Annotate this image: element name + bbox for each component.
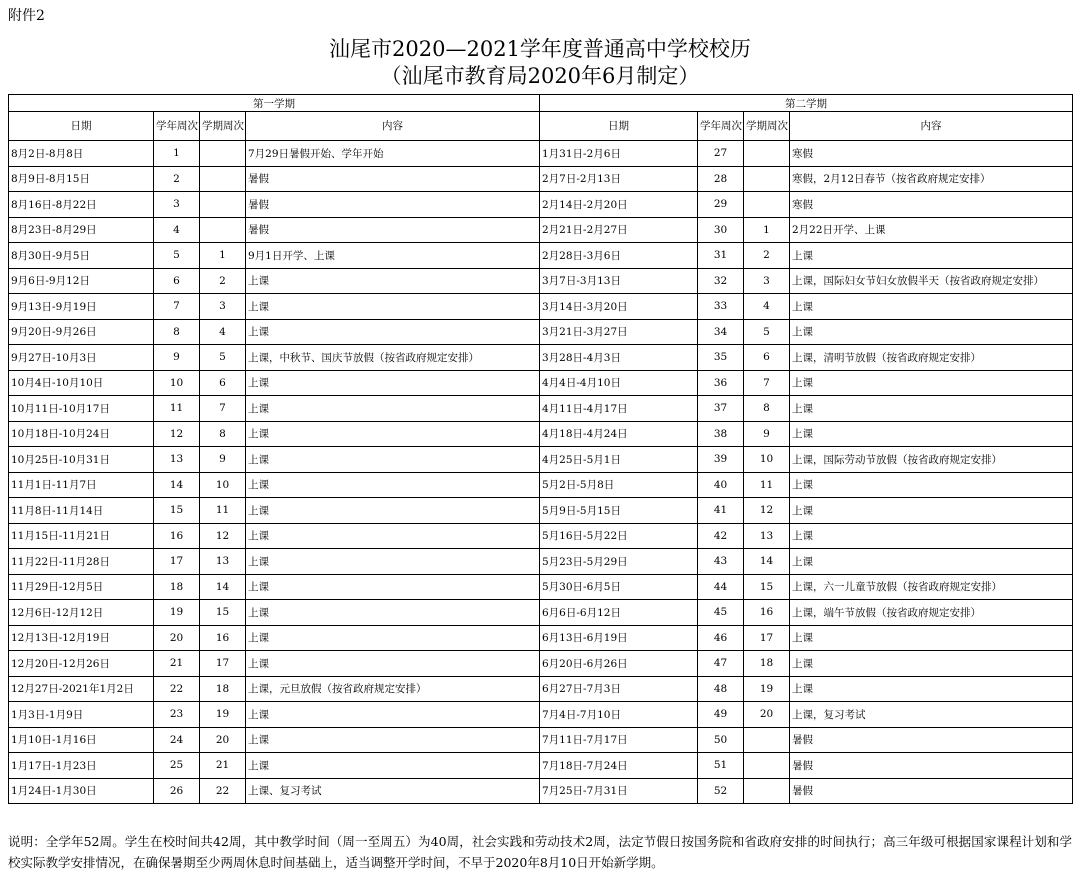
year-week-cell: 3	[154, 192, 200, 218]
year-week-cell: 51	[698, 753, 744, 779]
term-week-cell: 20	[200, 727, 246, 753]
content-cell: 上课	[790, 676, 1073, 702]
content-cell: 上课	[246, 294, 540, 320]
date-cell: 1月10日-1月16日	[9, 727, 154, 753]
content-cell: 上课	[790, 294, 1073, 320]
term-week-cell: 15	[200, 600, 246, 626]
year-week-cell: 47	[698, 651, 744, 677]
term-week-cell	[200, 141, 246, 167]
term-week-cell	[744, 753, 790, 779]
content-cell: 上课	[246, 574, 540, 600]
year-week-cell: 35	[698, 345, 744, 371]
content-cell: 暑假	[246, 192, 540, 218]
year-week-cell: 42	[698, 523, 744, 549]
year-week-cell: 34	[698, 319, 744, 345]
date-cell: 6月20日-6月26日	[540, 651, 698, 677]
content-cell: 上课	[790, 370, 1073, 396]
content-cell: 上课，元旦放假（按省政府规定安排）	[246, 676, 540, 702]
content-cell: 上课，六一儿童节放假（按省政府规定安排）	[790, 574, 1073, 600]
table-row	[9, 217, 1073, 243]
year-week-cell: 12	[154, 421, 200, 447]
content-cell: 暑假	[790, 753, 1073, 779]
year-week-cell: 8	[154, 319, 200, 345]
year-week-cell: 10	[154, 370, 200, 396]
content-cell: 上课	[790, 243, 1073, 269]
table-row	[9, 396, 1073, 422]
date-cell: 4月18日-4月24日	[540, 421, 698, 447]
term-week-cell: 21	[200, 753, 246, 779]
table-row	[9, 651, 1073, 677]
date-cell: 3月21日-3月27日	[540, 319, 698, 345]
content-cell: 9月1日开学、上课	[246, 243, 540, 269]
content-cell: 上课	[246, 549, 540, 575]
content-cell: 上课	[246, 600, 540, 626]
term-week-cell: 19	[744, 676, 790, 702]
table-row	[9, 243, 1073, 269]
year-week-cell: 16	[154, 523, 200, 549]
date-cell: 7月18日-7月24日	[540, 753, 698, 779]
content-cell: 上课	[790, 523, 1073, 549]
year-week-cell: 21	[154, 651, 200, 677]
date-cell: 10月25日-10月31日	[9, 447, 154, 473]
content-cell: 上课	[246, 472, 540, 498]
content-cell: 上课	[790, 651, 1073, 677]
year-week-cell: 43	[698, 549, 744, 575]
term-week-cell	[744, 192, 790, 218]
date-cell: 8月16日-8月22日	[9, 192, 154, 218]
term-week-cell: 6	[744, 345, 790, 371]
year-week-cell: 40	[698, 472, 744, 498]
year-week-cell: 1	[154, 141, 200, 167]
table-row	[9, 141, 1073, 167]
year-week-cell: 48	[698, 676, 744, 702]
year-week-cell: 32	[698, 268, 744, 294]
term-week-cell: 17	[744, 625, 790, 651]
table-row	[9, 523, 1073, 549]
year-week-cell: 19	[154, 600, 200, 626]
term-week-cell: 6	[200, 370, 246, 396]
date-cell: 7月4日-7月10日	[540, 702, 698, 728]
date-cell: 3月14日-3月20日	[540, 294, 698, 320]
year-week-cell: 31	[698, 243, 744, 269]
term-week-cell: 7	[744, 370, 790, 396]
date-cell: 1月17日-1月23日	[9, 753, 154, 779]
year-week-cell: 23	[154, 702, 200, 728]
year-week-cell: 30	[698, 217, 744, 243]
date-cell: 8月23日-8月29日	[9, 217, 154, 243]
date-cell: 11月15日-11月21日	[9, 523, 154, 549]
term-week-cell	[744, 141, 790, 167]
content-cell: 上课	[246, 753, 540, 779]
date-cell: 12月20日-12月26日	[9, 651, 154, 677]
date-cell: 5月2日-5月8日	[540, 472, 698, 498]
date-cell: 6月6日-6月12日	[540, 600, 698, 626]
year-week-cell: 5	[154, 243, 200, 269]
table-row	[9, 192, 1073, 218]
date-cell: 6月13日-6月19日	[540, 625, 698, 651]
term-week-cell: 15	[744, 574, 790, 600]
date-cell: 6月27日-7月3日	[540, 676, 698, 702]
term-week-cell: 9	[200, 447, 246, 473]
date-cell: 10月11日-10月17日	[9, 396, 154, 422]
year-week-cell: 28	[698, 166, 744, 192]
year-week-cell: 52	[698, 778, 744, 804]
content-cell: 上课	[790, 319, 1073, 345]
col-year-week: 学年周次	[698, 112, 744, 141]
table-row	[9, 727, 1073, 753]
year-week-cell: 13	[154, 447, 200, 473]
content-cell: 上课	[790, 498, 1073, 524]
year-week-cell: 46	[698, 625, 744, 651]
term-week-cell: 1	[744, 217, 790, 243]
date-cell: 5月23日-5月29日	[540, 549, 698, 575]
term-week-cell: 14	[200, 574, 246, 600]
term-week-cell: 10	[200, 472, 246, 498]
date-cell: 9月27日-10月3日	[9, 345, 154, 371]
content-cell: 暑假	[246, 217, 540, 243]
date-cell: 11月29日-12月5日	[9, 574, 154, 600]
attachment-label: 附件2	[8, 8, 45, 24]
content-cell: 上课，中秋节、国庆节放假（按省政府规定安排）	[246, 345, 540, 371]
content-cell: 上课	[246, 702, 540, 728]
date-cell: 10月18日-10月24日	[9, 421, 154, 447]
content-cell: 寒假	[790, 192, 1073, 218]
content-cell: 上课，国际妇女节妇女放假半天（按省政府规定安排）	[790, 268, 1073, 294]
date-cell: 7月25日-7月31日	[540, 778, 698, 804]
year-week-cell: 36	[698, 370, 744, 396]
table-row	[9, 753, 1073, 779]
date-cell: 2月14日-2月20日	[540, 192, 698, 218]
year-week-cell: 39	[698, 447, 744, 473]
year-week-cell: 20	[154, 625, 200, 651]
term-week-cell: 19	[200, 702, 246, 728]
term-week-cell: 9	[744, 421, 790, 447]
semester-2-header: 第二学期	[540, 95, 1073, 112]
date-cell: 12月27日-2021年1月2日	[9, 676, 154, 702]
term-week-cell: 12	[200, 523, 246, 549]
content-cell: 上课	[246, 727, 540, 753]
content-cell: 上课	[246, 523, 540, 549]
col-content: 内容	[246, 112, 540, 141]
col-date: 日期	[540, 112, 698, 141]
date-cell: 9月20日-9月26日	[9, 319, 154, 345]
term-week-cell: 8	[744, 396, 790, 422]
date-cell: 5月9日-5月15日	[540, 498, 698, 524]
col-year-week: 学年周次	[154, 112, 200, 141]
term-week-cell: 11	[744, 472, 790, 498]
table-row	[9, 498, 1073, 524]
content-cell: 上课	[246, 651, 540, 677]
term-week-cell: 10	[744, 447, 790, 473]
year-week-cell: 44	[698, 574, 744, 600]
date-cell: 4月25日-5月1日	[540, 447, 698, 473]
term-week-cell: 14	[744, 549, 790, 575]
date-cell: 3月7日-3月13日	[540, 268, 698, 294]
year-week-cell: 14	[154, 472, 200, 498]
year-week-cell: 7	[154, 294, 200, 320]
date-cell: 1月24日-1月30日	[9, 778, 154, 804]
date-cell: 8月30日-9月5日	[9, 243, 154, 269]
term-week-cell: 4	[744, 294, 790, 320]
term-week-cell: 4	[200, 319, 246, 345]
col-date: 日期	[9, 112, 154, 141]
term-week-cell	[744, 166, 790, 192]
col-term-week: 学期周次	[200, 112, 246, 141]
term-week-cell: 5	[744, 319, 790, 345]
term-week-cell: 22	[200, 778, 246, 804]
date-cell: 2月7日-2月13日	[540, 166, 698, 192]
term-week-cell: 18	[200, 676, 246, 702]
date-cell: 8月2日-8月8日	[9, 141, 154, 167]
content-cell: 上课	[246, 625, 540, 651]
date-cell: 10月4日-10月10日	[9, 370, 154, 396]
col-term-week: 学期周次	[744, 112, 790, 141]
table-row	[9, 549, 1073, 575]
content-cell: 上课，清明节放假（按省政府规定安排）	[790, 345, 1073, 371]
year-week-cell: 4	[154, 217, 200, 243]
date-cell: 11月22日-11月28日	[9, 549, 154, 575]
date-cell: 9月6日-9月12日	[9, 268, 154, 294]
table-row	[9, 625, 1073, 651]
content-cell: 暑假	[246, 166, 540, 192]
year-week-cell: 38	[698, 421, 744, 447]
date-cell: 3月28日-4月3日	[540, 345, 698, 371]
term-week-cell: 7	[200, 396, 246, 422]
term-week-cell: 3	[200, 294, 246, 320]
year-week-cell: 15	[154, 498, 200, 524]
date-cell: 1月3日-1月9日	[9, 702, 154, 728]
term-week-cell	[744, 727, 790, 753]
date-cell: 2月28日-3月6日	[540, 243, 698, 269]
date-cell: 12月6日-12月12日	[9, 600, 154, 626]
term-week-cell	[200, 217, 246, 243]
year-week-cell: 50	[698, 727, 744, 753]
explanation-note: 说明：全学年52周。学生在校时间共42周，其中教学时间（周一至周五）为40周，社会实践和劳动技术2周，法定节假日按国务院和省政府安排的时间执行；高三年级可根据国家课程计划和学校实际教学安排情况，在确保暑期至少两周休息时间基础上，适当调整开学时间，不早于2020年8月10日开始新学期。	[8, 834, 1072, 870]
term-week-cell	[200, 166, 246, 192]
content-cell: 上课	[790, 472, 1073, 498]
date-cell: 4月4日-4月10日	[540, 370, 698, 396]
semester-1-header: 第一学期	[9, 95, 540, 112]
term-week-cell: 8	[200, 421, 246, 447]
term-week-cell	[744, 778, 790, 804]
content-cell: 暑假	[790, 778, 1073, 804]
term-week-cell: 16	[744, 600, 790, 626]
term-week-cell: 16	[200, 625, 246, 651]
year-week-cell: 17	[154, 549, 200, 575]
page-title	[0, 36, 1080, 90]
date-cell: 9月13日-9月19日	[9, 294, 154, 320]
content-cell: 寒假	[790, 141, 1073, 167]
year-week-cell: 24	[154, 727, 200, 753]
year-week-cell: 6	[154, 268, 200, 294]
table-row	[9, 319, 1073, 345]
term-week-cell: 20	[744, 702, 790, 728]
date-cell: 2月21日-2月27日	[540, 217, 698, 243]
content-cell: 上课	[246, 268, 540, 294]
table-row	[9, 472, 1073, 498]
table-row	[9, 370, 1073, 396]
content-cell: 暑假	[790, 727, 1073, 753]
term-week-cell: 5	[200, 345, 246, 371]
year-week-cell: 9	[154, 345, 200, 371]
year-week-cell: 29	[698, 192, 744, 218]
date-cell: 4月11日-4月17日	[540, 396, 698, 422]
year-week-cell: 25	[154, 753, 200, 779]
date-cell: 5月16日-5月22日	[540, 523, 698, 549]
year-week-cell: 37	[698, 396, 744, 422]
content-cell: 上课	[246, 319, 540, 345]
content-cell: 2月22日开学、上课	[790, 217, 1073, 243]
year-week-cell: 22	[154, 676, 200, 702]
term-week-cell: 13	[744, 523, 790, 549]
year-week-cell: 45	[698, 600, 744, 626]
table-row	[9, 676, 1073, 702]
year-week-cell: 2	[154, 166, 200, 192]
term-week-cell: 2	[200, 268, 246, 294]
table-row	[9, 421, 1073, 447]
date-cell: 11月8日-11月14日	[9, 498, 154, 524]
year-week-cell: 27	[698, 141, 744, 167]
term-week-cell	[200, 192, 246, 218]
content-cell: 上课	[790, 421, 1073, 447]
content-cell: 上课	[790, 396, 1073, 422]
term-week-cell: 17	[200, 651, 246, 677]
content-cell: 寒假，2月12日春节（按省政府规定安排）	[790, 166, 1073, 192]
content-cell: 上课	[246, 498, 540, 524]
content-cell: 上课	[246, 447, 540, 473]
content-cell: 7月29日暑假开始、学年开始	[246, 141, 540, 167]
year-week-cell: 26	[154, 778, 200, 804]
term-week-cell: 3	[744, 268, 790, 294]
year-week-cell: 18	[154, 574, 200, 600]
content-cell: 上课，复习考试	[790, 702, 1073, 728]
year-week-cell: 11	[154, 396, 200, 422]
content-cell: 上课，国际劳动节放假（按省政府规定安排）	[790, 447, 1073, 473]
content-cell: 上课	[790, 625, 1073, 651]
content-cell: 上课、复习考试	[246, 778, 540, 804]
table-row	[9, 345, 1073, 371]
table-row	[9, 268, 1073, 294]
term-week-cell: 12	[744, 498, 790, 524]
content-cell: 上课	[246, 396, 540, 422]
term-week-cell: 13	[200, 549, 246, 575]
term-week-cell: 2	[744, 243, 790, 269]
table-row	[9, 778, 1073, 804]
term-week-cell: 18	[744, 651, 790, 677]
date-cell: 5月30日-6月5日	[540, 574, 698, 600]
content-cell: 上课	[246, 370, 540, 396]
term-week-cell: 1	[200, 243, 246, 269]
table-row	[9, 447, 1073, 473]
table-row	[9, 166, 1073, 192]
table-row	[9, 574, 1073, 600]
year-week-cell: 41	[698, 498, 744, 524]
term-week-cell: 11	[200, 498, 246, 524]
table-row	[9, 294, 1073, 320]
title-line-2: （汕尾市教育局2020年6月制定）	[380, 64, 700, 88]
content-cell: 上课	[246, 421, 540, 447]
col-content: 内容	[790, 112, 1073, 141]
date-cell: 12月13日-12月19日	[9, 625, 154, 651]
content-cell: 上课	[790, 549, 1073, 575]
year-week-cell: 49	[698, 702, 744, 728]
table-row	[9, 702, 1073, 728]
date-cell: 7月11日-7月17日	[540, 727, 698, 753]
year-week-cell: 33	[698, 294, 744, 320]
date-cell: 1月31日-2月6日	[540, 141, 698, 167]
table-row	[9, 600, 1073, 626]
date-cell: 11月1日-11月7日	[9, 472, 154, 498]
title-line-1: 汕尾市2020—2021学年度普通高中学校校历	[329, 37, 751, 61]
date-cell: 8月9日-8月15日	[9, 166, 154, 192]
content-cell: 上课，端午节放假（按省政府规定安排）	[790, 600, 1073, 626]
calendar-table	[8, 94, 1073, 804]
